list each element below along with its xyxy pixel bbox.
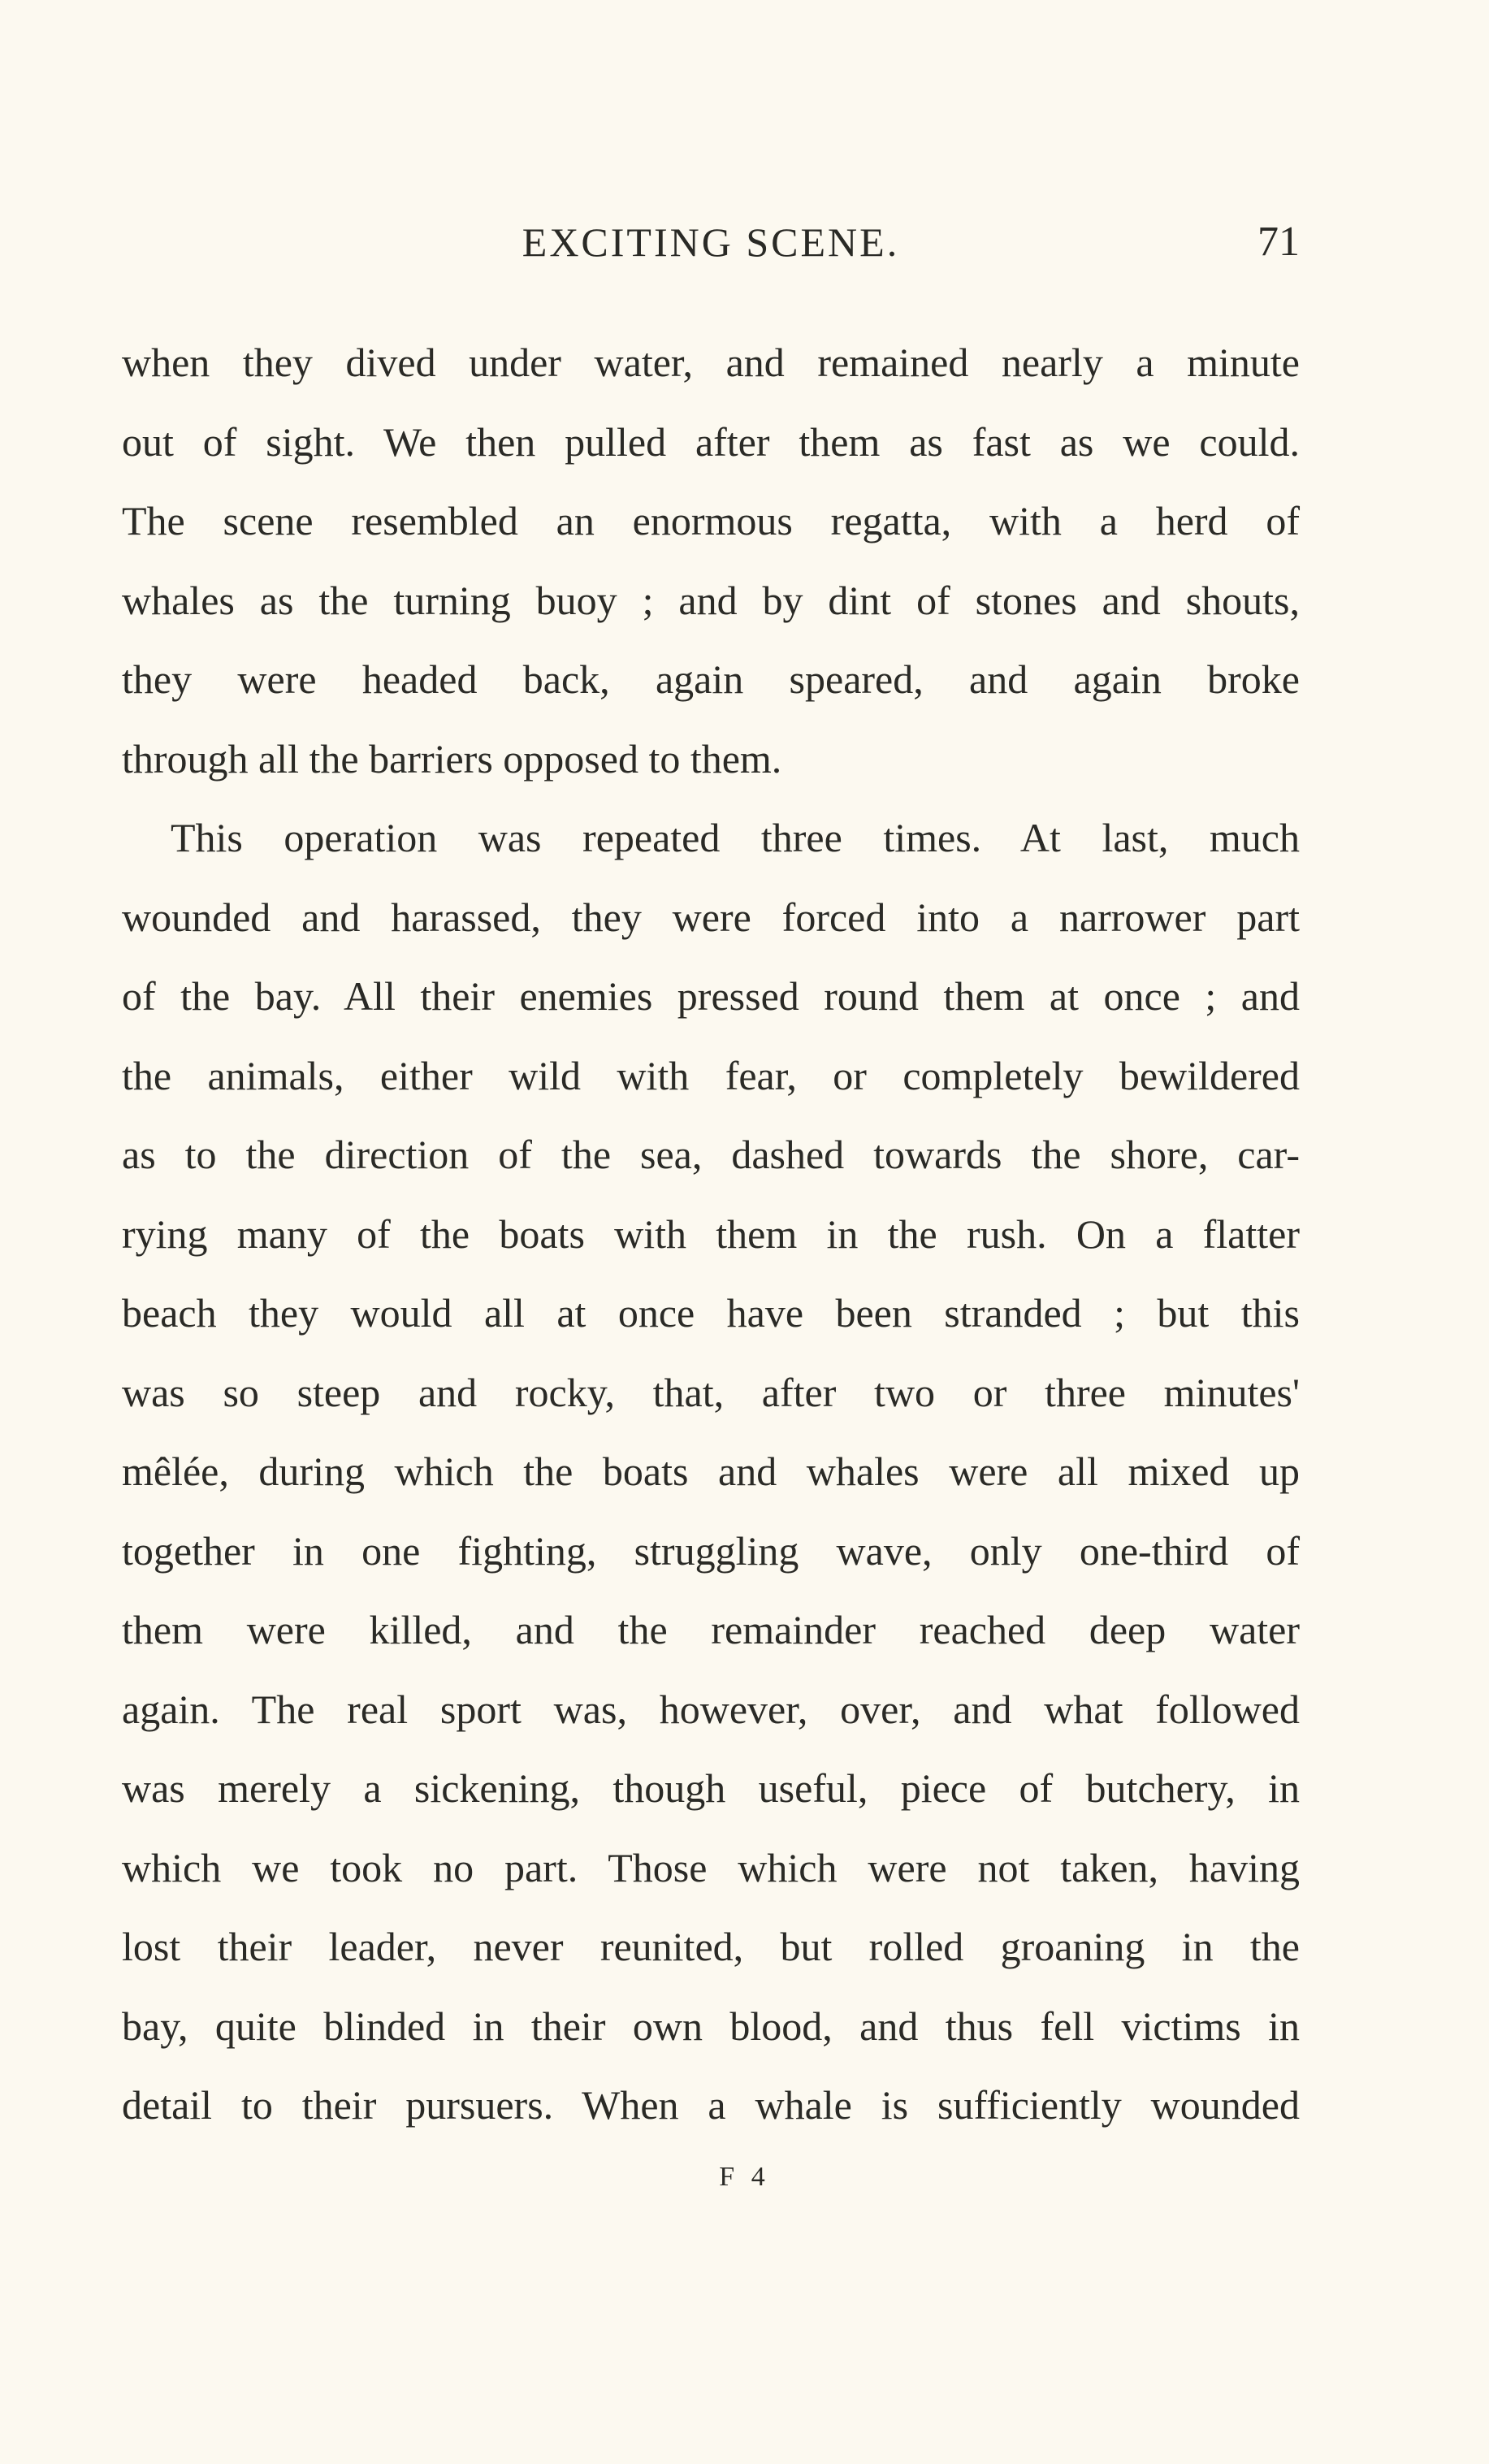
text-line: of the bay. All their enemies pressed round them at once ; and: [122, 973, 1300, 1019]
text-line: as to the direction of the sea, dashed towards the shore, car-: [122, 1132, 1300, 1177]
text-line: again. The real sport was, however, over, and what followed: [122, 1686, 1300, 1732]
text-line: which we took no part. Those which were not taken, having: [122, 1844, 1300, 1890]
text-line: lost their leader, never reunited, but rolled groaning in the: [122, 1924, 1300, 1969]
text-line: was merely a sickening, though useful, piece of butchery, in: [122, 1765, 1300, 1811]
text-line: out of sight. We then pulled after them as fast as we could.: [122, 418, 1300, 465]
text-line: them were killed, and the remainder reached deep water: [122, 1607, 1300, 1652]
text-line: when they dived under water, and remained nearly a minute: [122, 340, 1300, 385]
text-line: rying many of the boats with them in the rush. On a flatter: [122, 1210, 1300, 1257]
text-line: bay, quite blinded in their own blood, and thus fell victims in: [122, 2003, 1300, 2049]
text-line: detail to their pursuers. When a whale is sufficiently wounded: [122, 2082, 1300, 2128]
text-line: was so steep and rocky, that, after two or three minutes': [122, 1369, 1300, 1415]
text-line: they were headed back, again speared, and again broke: [122, 656, 1300, 702]
body-text: [122, 323, 1300, 2146]
text-line: The scene resembled an enormous regatta, with a herd of: [122, 498, 1300, 543]
running-title: EXCITING SCENE.: [522, 219, 900, 265]
text-line: mêlée, during which the boats and whales were all mixed up: [122, 1449, 1300, 1494]
text-line: the animals, either wild with fear, or completely bewildered: [122, 1052, 1300, 1098]
text-line: whales as the turning buoy ; and by dint of stones and shouts,: [122, 577, 1300, 623]
text-line: beach they would all at once have been stranded ; but this: [122, 1290, 1300, 1336]
text-line: This operation was repeated three times. At last, much: [171, 815, 1300, 860]
page-number: 71: [1257, 219, 1300, 265]
text-line: together in one fighting, struggling wave, only one-third of: [122, 1527, 1300, 1574]
text-line: wounded and harassed, they were forced into a narrower part: [122, 894, 1300, 940]
running-head: [122, 210, 1300, 275]
signature-mark: F 4: [719, 2162, 770, 2192]
text-line: through all the barriers opposed to them.: [122, 735, 782, 782]
